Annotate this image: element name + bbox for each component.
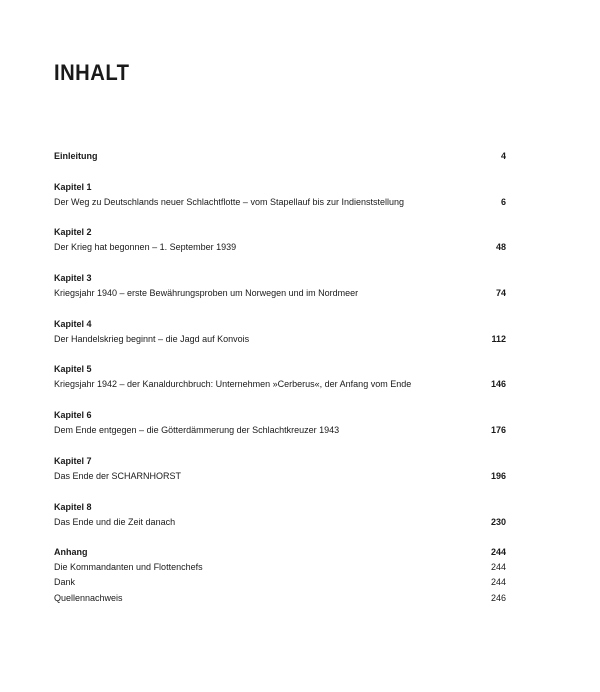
chapter-heading-label: Kapitel 5 bbox=[54, 364, 92, 374]
chapter-title: Der Weg zu Deutschlands neuer Schlachtflotte – vom Stapellauf bis zur Indienststellung bbox=[54, 197, 405, 207]
appendix-item-label: Dank bbox=[54, 577, 76, 587]
appendix-item[interactable] bbox=[54, 575, 506, 589]
intro-page-number: 4 bbox=[500, 151, 506, 161]
chapter-2-heading bbox=[54, 225, 506, 239]
chapter-7-heading bbox=[54, 454, 506, 468]
chapter-heading-label: Kapitel 4 bbox=[54, 319, 92, 329]
chapter-title: Das Ende und die Zeit danach bbox=[54, 517, 176, 527]
chapter-heading-label: Kapitel 6 bbox=[54, 410, 92, 420]
appendix-item[interactable] bbox=[54, 560, 506, 574]
chapter-heading-label: Kapitel 1 bbox=[54, 182, 92, 192]
chapter-4-heading bbox=[54, 317, 506, 331]
appendix-page-number: 244 bbox=[490, 547, 506, 557]
chapter-page-number: 112 bbox=[491, 334, 506, 344]
chapter-title: Kriegsjahr 1942 – der Kanaldurchbruch: Unternehmen »Cerberus«, der Anfang vom Ende bbox=[54, 379, 412, 389]
chapter-heading-label: Kapitel 8 bbox=[54, 502, 92, 512]
chapter-page-number: 6 bbox=[500, 197, 506, 207]
appendix-item-page: 244 bbox=[490, 562, 506, 572]
appendix-heading: Anhang bbox=[54, 547, 88, 557]
chapter-heading-label: Kapitel 3 bbox=[54, 273, 92, 283]
toc-entry-chapter-7[interactable] bbox=[54, 469, 506, 483]
chapter-page-number: 230 bbox=[490, 517, 506, 527]
intro-label: Einleitung bbox=[54, 151, 98, 161]
chapter-page-number: 146 bbox=[490, 379, 506, 389]
chapter-title: Kriegsjahr 1940 – erste Bewährungsproben um Norwegen und im Nordmeer bbox=[54, 288, 359, 298]
chapter-page-number: 48 bbox=[495, 242, 506, 252]
appendix-item-page: 244 bbox=[490, 577, 506, 587]
appendix-item-label: Die Kommandanten und Flottenchefs bbox=[54, 562, 203, 572]
toc-entry-chapter-5[interactable] bbox=[54, 377, 506, 391]
chapter-title: Das Ende der SCHARNHORST bbox=[54, 471, 182, 481]
chapter-page-number: 176 bbox=[490, 425, 506, 435]
chapter-3-heading bbox=[54, 271, 506, 285]
chapter-title: Der Handelskrieg beginnt – die Jagd auf Konvois bbox=[54, 334, 250, 344]
chapter-heading-label: Kapitel 7 bbox=[54, 456, 92, 466]
toc-entry-chapter-4[interactable] bbox=[54, 332, 506, 346]
appendix-item[interactable] bbox=[54, 591, 506, 605]
chapter-1-heading bbox=[54, 180, 506, 194]
chapter-title: Der Krieg hat begonnen – 1. September 1939 bbox=[54, 242, 237, 252]
chapter-title: Dem Ende entgegen – die Götterdämmerung der Schlachtkreuzer 1943 bbox=[54, 425, 340, 435]
toc-entry-intro[interactable] bbox=[54, 149, 506, 163]
chapter-5-heading bbox=[54, 362, 506, 376]
appendix-item-label: Quellennachweis bbox=[54, 593, 123, 603]
toc-entry-chapter-2[interactable] bbox=[54, 240, 506, 254]
chapter-8-heading bbox=[54, 500, 506, 514]
toc-entry-appendix[interactable] bbox=[54, 545, 506, 559]
appendix-item-page: 246 bbox=[490, 593, 506, 603]
chapter-heading-label: Kapitel 2 bbox=[54, 227, 92, 237]
chapter-page-number: 196 bbox=[490, 471, 506, 481]
page-title: INHALT bbox=[54, 60, 130, 85]
chapter-page-number: 74 bbox=[495, 288, 506, 298]
toc-entry-chapter-8[interactable] bbox=[54, 515, 506, 529]
toc-entry-chapter-1[interactable] bbox=[54, 195, 506, 209]
toc-entry-chapter-3[interactable] bbox=[54, 286, 506, 300]
chapter-6-heading bbox=[54, 408, 506, 422]
toc-entry-chapter-6[interactable] bbox=[54, 423, 506, 437]
